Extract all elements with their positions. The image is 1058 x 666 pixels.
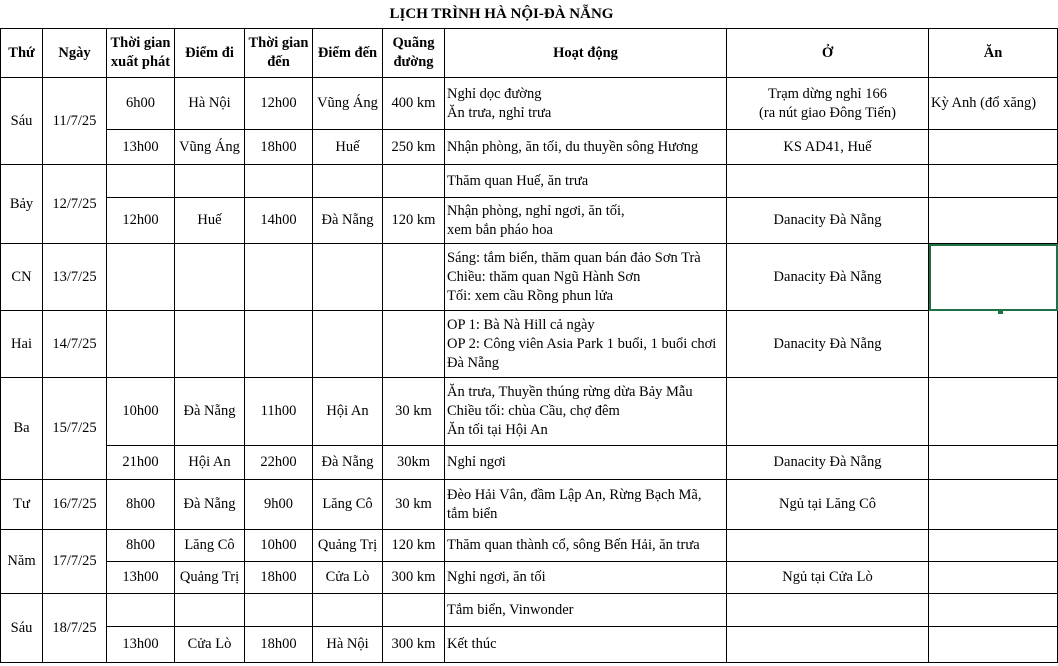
cell-from[interactable]: Huế: [175, 198, 245, 244]
cell-activity[interactable]: [445, 594, 727, 627]
cell-from[interactable]: [175, 311, 245, 378]
cell-eat[interactable]: [929, 627, 1058, 663]
cell-start[interactable]: 13h00: [107, 130, 175, 165]
cell-thu[interactable]: Sáu: [1, 78, 43, 165]
cell-to[interactable]: [313, 244, 383, 311]
cell-from[interactable]: Cửa Lò: [175, 627, 245, 663]
cell-stay[interactable]: [727, 480, 929, 530]
stay-text: Danacity Đà Nẵng: [773, 268, 882, 285]
cell-arrive[interactable]: 18h00: [245, 562, 313, 594]
cell-to[interactable]: Quảng Trị: [313, 530, 383, 562]
activity-text: Nhận phòng, ăn tối, du thuyền sông Hương: [447, 138, 699, 155]
cell-arrive[interactable]: 12h00: [245, 78, 313, 130]
cell-to[interactable]: Vũng Áng: [313, 78, 383, 130]
cell-ngay[interactable]: 15/7/25: [43, 378, 107, 480]
table-row: [1, 562, 1058, 594]
cell-distance[interactable]: 300 km: [383, 562, 445, 594]
cell-eat[interactable]: [929, 198, 1058, 244]
cell-from[interactable]: [175, 165, 245, 198]
header-activity[interactable]: Hoạt động: [445, 29, 727, 78]
cell-ngay[interactable]: 14/7/25: [43, 311, 107, 378]
header-distance[interactable]: Quãng đường: [383, 29, 445, 78]
cell-stay[interactable]: [727, 78, 929, 130]
table-row: [1, 78, 1058, 130]
cell-arrive[interactable]: [245, 165, 313, 198]
cell-thu[interactable]: Sáu: [1, 594, 43, 663]
activity-text: Nghỉ ngơi, ăn tối: [447, 569, 546, 585]
table-row: [1, 446, 1058, 480]
activity-text: Nghỉ dọc đường Ăn trưa, nghỉ trưa: [447, 85, 552, 121]
cell-activity[interactable]: [445, 446, 727, 480]
cell-eat[interactable]: [929, 530, 1058, 562]
cell-arrive[interactable]: [245, 244, 313, 311]
stay-text: KS AD41, Huế: [783, 138, 872, 155]
table-row: [1, 627, 1058, 663]
stay-text: Ngủ tại Lăng Cô: [778, 496, 877, 512]
cell-eat[interactable]: [929, 311, 1058, 378]
cell-arrive[interactable]: 18h00: [245, 627, 313, 663]
cell-distance[interactable]: 120 km: [383, 198, 445, 244]
cell-start[interactable]: [107, 244, 175, 311]
cell-stay[interactable]: [727, 627, 929, 663]
cell-from[interactable]: [175, 244, 245, 311]
cell-from[interactable]: Quảng Trị: [175, 562, 245, 594]
table-row: [1, 378, 1058, 446]
cell-eat[interactable]: [929, 165, 1058, 198]
cell-distance[interactable]: [383, 311, 445, 378]
cell-eat[interactable]: Kỳ Anh (đổ xăng): [929, 78, 1058, 130]
activity-text: Ăn trưa, Thuyền thúng rừng dừa Bảy Mẫu Chiều tối: chùa Cầu, chợ đêm Ăn tối tại Hội An: [447, 384, 693, 438]
cell-arrive[interactable]: 9h00: [245, 480, 313, 530]
activity-text: Kết thúc: [447, 636, 497, 652]
cell-thu[interactable]: Hai: [1, 311, 43, 378]
cell-arrive[interactable]: [245, 594, 313, 627]
header-ngay[interactable]: Ngày: [43, 29, 107, 78]
table-row: [1, 311, 1058, 378]
activity-text: Đèo Hải Vân, đầm Lập An, Rừng Bạch Mã, tắm biển: [447, 486, 702, 522]
stay-text: Danacity Đà Nẵng: [773, 212, 882, 228]
cell-from[interactable]: Hà Nội: [175, 78, 245, 130]
itinerary-table: [0, 28, 1058, 663]
cell-from[interactable]: Vũng Áng: [175, 130, 245, 165]
stay-text: Danacity Đà Nẵng: [773, 335, 882, 352]
cell-distance[interactable]: [383, 594, 445, 627]
cell-start[interactable]: 6h00: [107, 78, 175, 130]
cell-from[interactable]: Lăng Cô: [175, 530, 245, 562]
cell-ngay[interactable]: 11/7/25: [43, 78, 107, 165]
cell-eat[interactable]: [929, 378, 1058, 446]
cell-to[interactable]: Đà Nẵng: [313, 198, 383, 244]
cell-start[interactable]: [107, 594, 175, 627]
cell-thu[interactable]: CN: [1, 244, 43, 311]
cell-stay[interactable]: [727, 165, 929, 198]
table-row: [1, 244, 1058, 311]
activity-text: Thăm quan thành cổ, sông Bến Hải, ăn trưa: [447, 537, 700, 553]
header-start-time[interactable]: Thời gian xuất phát: [107, 29, 175, 78]
cell-to[interactable]: Đà Nẵng: [313, 446, 383, 480]
cell-activity[interactable]: [445, 480, 727, 530]
header-thu[interactable]: Thứ: [1, 29, 43, 78]
cell-thu[interactable]: Tư: [1, 480, 43, 530]
cell-distance[interactable]: 30 km: [383, 480, 445, 530]
cell-to[interactable]: Lăng Cô: [313, 480, 383, 530]
cell-stay[interactable]: [727, 562, 929, 594]
cell-distance[interactable]: 30 km: [383, 378, 445, 446]
activity-text: Tắm biển, Vinwonder: [447, 601, 574, 618]
cell-activity[interactable]: [445, 130, 727, 165]
cell-distance[interactable]: [383, 165, 445, 198]
header-arrival-time[interactable]: Thời gian đến: [245, 29, 313, 78]
cell-arrive[interactable]: 14h00: [245, 198, 313, 244]
cell-arrive[interactable]: 10h00: [245, 530, 313, 562]
cell-activity[interactable]: [445, 198, 727, 244]
cell-activity[interactable]: [445, 378, 727, 446]
stay-text: Danacity Đà Nẵng: [773, 454, 882, 470]
cell-to[interactable]: Cửa Lò: [313, 562, 383, 594]
cell-from[interactable]: [175, 594, 245, 627]
cell-distance[interactable]: 30km: [383, 446, 445, 480]
cell-arrive[interactable]: [245, 311, 313, 378]
cell-start[interactable]: 12h00: [107, 198, 175, 244]
cell-activity[interactable]: [445, 562, 727, 594]
cell-stay[interactable]: [727, 446, 929, 480]
cell-eat[interactable]: [929, 446, 1058, 480]
cell-to[interactable]: Huế: [313, 130, 383, 165]
cell-distance[interactable]: 250 km: [383, 130, 445, 165]
cell-activity[interactable]: [445, 165, 727, 198]
header-stay[interactable]: Ở: [727, 29, 929, 78]
table-row: [1, 130, 1058, 165]
cell-stay[interactable]: [727, 198, 929, 244]
activity-text: Sáng: tắm biển, thăm quan bán đảo Sơn Trà Chiều: thăm quan Ngũ Hành Sơn Tối: xem cầu Rồng phun lửa: [447, 249, 701, 304]
cell-ngay[interactable]: 12/7/25: [43, 165, 107, 244]
cell-ngay[interactable]: 17/7/25: [43, 530, 107, 594]
cell-to[interactable]: [313, 594, 383, 627]
cell-ngay[interactable]: 13/7/25: [43, 244, 107, 311]
activity-text: Thăm quan Huế, ăn trưa: [447, 172, 589, 189]
activity-text: Nhận phòng, nghỉ ngơi, ăn tối, xem bắn pháo hoa: [447, 202, 625, 238]
cell-ngay[interactable]: 18/7/25: [43, 594, 107, 663]
cell-arrive[interactable]: 11h00: [245, 378, 313, 446]
cell-distance[interactable]: 400 km: [383, 78, 445, 130]
cell-activity[interactable]: [445, 78, 727, 130]
cell-eat[interactable]: [929, 562, 1058, 594]
cell-start[interactable]: [107, 311, 175, 378]
cell-activity[interactable]: [445, 311, 727, 378]
cell-stay[interactable]: [727, 311, 929, 378]
cell-from[interactable]: Đà Nẵng: [175, 378, 245, 446]
sheet-title: LỊCH TRÌNH HÀ NỘI-ĐÀ NẴNG: [389, 6, 614, 22]
cell-from[interactable]: Đà Nẵng: [175, 480, 245, 530]
cell-start[interactable]: 10h00: [107, 378, 175, 446]
cell-ngay[interactable]: 16/7/25: [43, 480, 107, 530]
header-departure[interactable]: Điểm đi: [175, 29, 245, 78]
selected-cell[interactable]: [929, 244, 1058, 311]
table-row: [1, 530, 1058, 562]
stay-text: Ngủ tại Cửa Lò: [782, 569, 873, 585]
cell-to[interactable]: Hà Nội: [313, 627, 383, 663]
activity-text: OP 1: Bà Nà Hill cả ngày OP 2: Công viên Asia Park 1 buổi, 1 buổi chơi Đà Nẵng: [447, 316, 717, 371]
cell-thu[interactable]: Năm: [1, 530, 43, 594]
table-row: [1, 594, 1058, 627]
cell-stay[interactable]: [727, 530, 929, 562]
header-row: [1, 29, 1058, 78]
cell-start[interactable]: 13h00: [107, 562, 175, 594]
stay-text: Trạm dừng nghỉ 166 (ra nút giao Đông Tiến): [759, 85, 896, 121]
cell-arrive[interactable]: 18h00: [245, 130, 313, 165]
cell-to[interactable]: Hội An: [313, 378, 383, 446]
cell-start[interactable]: 8h00: [107, 530, 175, 562]
cell-start[interactable]: 13h00: [107, 627, 175, 663]
cell-activity[interactable]: [445, 530, 727, 562]
cell-stay[interactable]: [727, 378, 929, 446]
table-row: [1, 480, 1058, 530]
cell-distance[interactable]: [383, 244, 445, 311]
cell-stay[interactable]: [727, 594, 929, 627]
cell-activity[interactable]: [445, 627, 727, 663]
cell-start[interactable]: [107, 165, 175, 198]
cell-from[interactable]: Hội An: [175, 446, 245, 480]
cell-thu[interactable]: Ba: [1, 378, 43, 480]
table-row: [1, 165, 1058, 198]
cell-distance[interactable]: 300 km: [383, 627, 445, 663]
fill-handle[interactable]: [998, 309, 1003, 314]
cell-distance[interactable]: 120 km: [383, 530, 445, 562]
header-eat[interactable]: Ăn: [929, 29, 1058, 78]
cell-arrive[interactable]: 22h00: [245, 446, 313, 480]
cell-stay[interactable]: [727, 130, 929, 165]
cell-activity[interactable]: [445, 244, 727, 311]
cell-eat[interactable]: [929, 594, 1058, 627]
cell-start[interactable]: 21h00: [107, 446, 175, 480]
cell-eat[interactable]: [929, 130, 1058, 165]
cell-eat[interactable]: [929, 480, 1058, 530]
cell-to[interactable]: [313, 311, 383, 378]
table-row: [1, 198, 1058, 244]
activity-text: Nghỉ ngơi: [447, 454, 506, 470]
cell-to[interactable]: [313, 165, 383, 198]
cell-thu[interactable]: Bảy: [1, 165, 43, 244]
cell-stay[interactable]: [727, 244, 929, 311]
cell-start[interactable]: 8h00: [107, 480, 175, 530]
header-destination[interactable]: Điểm đến: [313, 29, 383, 78]
